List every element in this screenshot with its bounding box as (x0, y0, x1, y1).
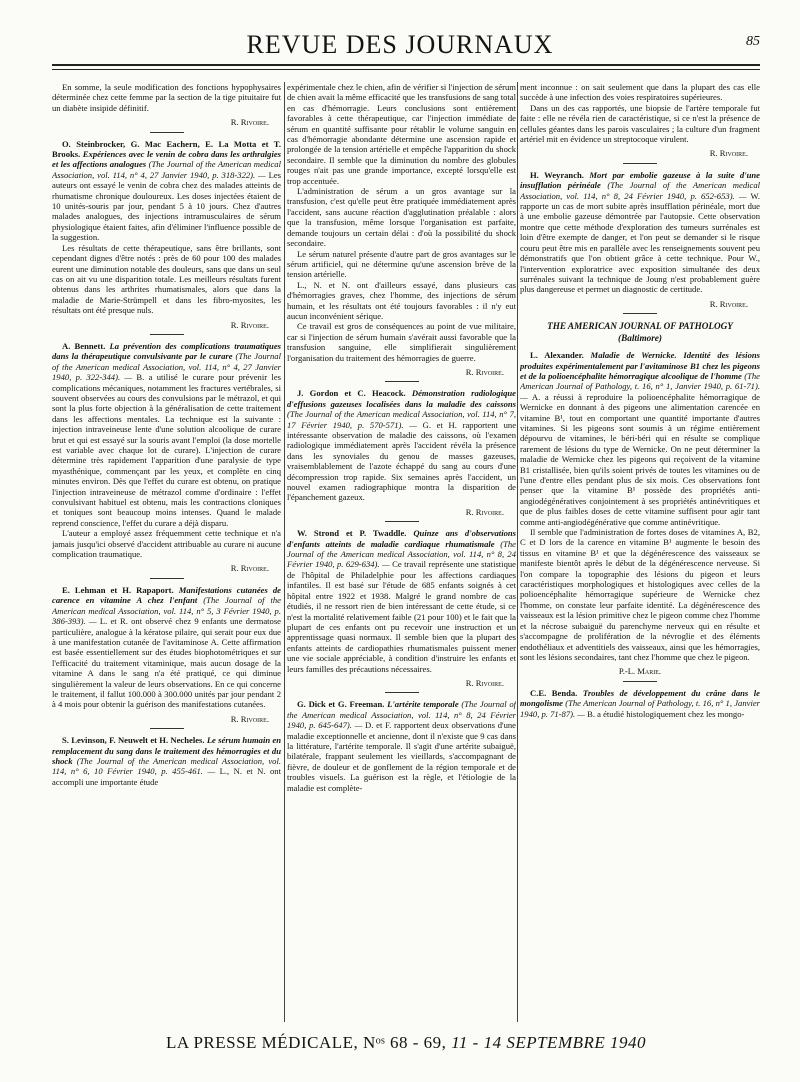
article-heading (52, 585, 281, 710)
separator-rule (385, 381, 419, 382)
author-signature: R. Rivoire. (709, 298, 748, 309)
article-reference: (The Journal of the American medical Association, vol. 114, n° 8, 24 Février 1940, p. 645-647). — (287, 699, 516, 731)
paragraph: L., N. et N. ont accompli une importante étude (52, 766, 281, 787)
paragraph: B. a utilisé le curare pour prévenir les complications mécaniques, notamment les fractures vertébrales, si souvent observées au cours des convulsions par le métrazol, et qui sont la plus forte objection à la généralisation de cette traitement dans les affections mentales. La technique est la suivante : injection intraveineuse lente d'une solution alcoolique de curare brut et qui est essayé sur la souris avant l'emploi (la dose mortelle est variable avec chaque lot de curare). L'injection de curare détermine très rapidement l'apparition d'une paralysie de type myasthénique, commençant par les yeux, et complète en cinq minutes environ. Dès que l'effet du curare est obtenu, on pratique l'injection intraveineuse de métrazol comme d'ordinaire : l'effet convulsivant habituel est obtenu, mais les contractions cloniques et toniques sont beaucoup moins intenses. Quand le malade reprend conscience, l'effet du curare a déjà disparu. (52, 372, 281, 528)
footer-date: 11 - 14 SEPTEMBRE 1940 (451, 1033, 647, 1052)
article-title: Maladie de Wernicke. Identité des lésions produites expérimentalement par l'avitaminose B1 chez les pigeons et de la polioencéphalite hémorragique alcoolique de l'homme (520, 350, 760, 381)
paragraph: ment inconnue : on sait seulement que dans la plupart des cas elle succède à une infection des voies respiratoires supérieures. (520, 82, 760, 103)
header-rule-thick (52, 64, 760, 66)
footer-publication: LA PRESSE MÉDICALE, Nᵒˢ 68 - 69, (165, 1033, 447, 1052)
separator-rule (150, 132, 184, 133)
paragraph: Ce travail est gros de conséquences au point de vue militaire, car si l'injection de sérum humain s'avérait aussi favorable que la transfusion sanguine, elle simplifierait singulièrement l'organisation du traitement des hémorragies de guerre. (287, 321, 516, 363)
author-signature: R. Rivoire. (709, 148, 748, 159)
article-authors: et T. Brooks. (52, 138, 281, 160)
article-heading (287, 699, 516, 793)
article-reference: (The Journal of the American medical Association, vol. 114, n° 4, 27 Janvier 1940, p. 318-322). — (52, 159, 281, 180)
column-left (52, 82, 281, 1024)
article-heading (287, 528, 516, 674)
article-heading (52, 139, 281, 243)
article-authors: A. Bennett. (62, 340, 106, 351)
paragraph: L'administration de sérum a un gros avantage sur la transfusion, c'est qu'elle peut être pratiquée immédiatement après l'accident, sans aucune réaction d'agglutination préalable : alors que la transfusion, même lorsque l'organisation est parfaite, demande toujours un certain délai : d'où la possibilité du shock secondaire. (287, 186, 516, 249)
article-heading (520, 350, 760, 527)
article-reference: (The American Journal of Pathology, t. 16, n° 1, Janvier 1940, p. 61-71). — (520, 370, 760, 402)
separator-rule (385, 521, 419, 522)
article-reference: (The Journal of the American medical Association, vol. 114, n° 5, 3 Février 1940, p. 386-393). — (52, 595, 281, 627)
paragraph: Dans un des cas rapportés, une biopsie de l'artère temporale fut faite : elle ne révéla rien de caractéristique, si ce n'est la présence de cellules géantes dans les parois vasculaires ; la culture d'un fragment artériel mit en évidence un streptocoque virulent. (520, 102, 760, 145)
separator-rule (385, 692, 419, 693)
article-title: Mort par embolie gazeuse à la suite d'une insufflation périnéale (520, 169, 760, 191)
article-reference: (The Journal of the American medical Association, vol. 114, n° 7, 17 Février 1940, p. 570-571). — (287, 409, 516, 430)
paragraph: L. et R. ont observé chez 9 enfants une dermatose particulière, analogue à la kératose pilaire, qui serait pour eux due à une manifestation cutanée de l'avitaminose A. Cette affirmation est basée essentiellement sur des études biophotométriques et sur l'efficacité du traitement vitaminique, mais aucun dosage de la vitamine A dans le sang n'a été pratiqué, ce qui diminue singulièrement la valeur de leurs observations. En ce qui concerne le traitement, il fallut 100.000 à 300.000 unités par jour pendant 2 à 4 mois pour obtenir la guérison des manifestations cutanées. (52, 616, 281, 710)
article-heading (520, 170, 760, 295)
page-number: 85 (746, 34, 760, 49)
paragraph: En somme, la seule modification des fonctions hypophysaires déterminée chez cette femme par la section de la tige pituitaire fut un diabète insipide définitif. (52, 82, 281, 113)
separator-rule (623, 681, 657, 682)
author-signature: R. Rivoire. (230, 117, 269, 128)
separator-rule (623, 313, 657, 314)
paragraph: L'auteur a employé assez fréquemment cette technique et n'a jamais jusqu'ici observé d'accident attribuable au curare ni aucune complication traumatique. (52, 528, 281, 560)
article-authors: J. Gordon et C. Heacock. (297, 388, 406, 399)
article-heading (287, 388, 516, 502)
article-title: Troubles de développement du crâne dans le mongolisme (520, 687, 760, 709)
paragraph: Les résultats de cette thérapeutique, sans être brillants, sont cependant dignes d'être notés : près de 60 pour 100 des malades eurent une diminution notable des douleurs, sans que dans un seul cas on ait vu une disparition totale. Les meilleurs résultats furent obtenus dans les arthrites rhumatismales, alors que dans la maladie de Marie-Strümpell et dans les fibro-myosites, les résultats ont été presque nuls. (52, 242, 281, 316)
column-right (520, 82, 760, 1024)
author-signature: R. Rivoire. (230, 563, 269, 574)
paragraph: B. a étudié histologiquement chez les mongo- (587, 708, 745, 719)
paragraph: L., N. et N. ont d'ailleurs essayé, dans plusieurs cas d'hémorragies graves, chez l'homme, des injections de sérum humain, et les résultats ont été toujours favorables : il n'y eut aucun inconvénient sérique. (287, 279, 516, 321)
article-title: Manifestations cutanées de carence en vitamine A chez l'enfant (52, 584, 281, 606)
author-signature: R. Rivoire. (230, 319, 269, 330)
column-middle (287, 82, 516, 1024)
article-reference: (The American Journal of Pathology, t. 16, n° 1, Janvier 1940, p. 71-87). — (520, 698, 760, 719)
article-title: Quinze ans d'observations d'enfants atteints de maladie cardiaque rhumatismale (287, 528, 516, 549)
page-header-title: REVUE DES JOURNAUX (246, 30, 554, 59)
article-title: L'artérite temporale (387, 699, 459, 710)
separator-rule (623, 163, 657, 164)
paragraph: D. et F. rapportent deux observations d'une maladie exceptionnelle et ancienne, dont il n'existe que 9 cas dans la littérature, l'artérite temporale. Il s'agit d'une artérite subaiguë, bilatérale, frappant seulement les vieillards, s'accompagnant de fièvre, de douleur et de gonflement de la région temporale et de troubles visuels. La guérison est la règle, et l'étiologie de la maladie est complète- (287, 720, 516, 793)
paragraph: W. rapporte un cas de mort subite après insufflation périnéale, mort due à une embolie gazeuse démontrée par l'autopsie. Cette observation montre que cette méthode d'exploration des tumeurs surrénales est loin d'être exempte de danger, et l'on peut se demander si le risque couru peut être mis en parallèle avec les renseignements souvent peu démonstratifs que l'on obtient grâce à cette technique. Pour W., l'intervention exploratrice avec exposition simultanée des deux surrénales suivant la technique de Joung n'est probablement guère plus dangereuse et permet un diagnostic de certitude. (520, 190, 760, 295)
article-authors: G. Dick et G. Freeman. (297, 699, 385, 710)
author-signature: R. Rivoire. (465, 506, 504, 517)
paragraph: G. et H. rapportent une intéressante observation de maladie des caissons, où l'examen radiologique immédiatement après l'accident révéla la présence dans les synoviales du genou de masses gazeuses, vraisemblablement de l'azote échappé du sang au cours d'une décompression trop rapide. Six semaines après l'accident, un nouvel examen radiographique montra la disparition de l'épanchement gazeux. (287, 419, 516, 503)
paragraph: Il semble que l'administration de fortes doses de vitamines A, B2, C et D lors de la carence en vitamine B¹ augmente le besoin des tissus en vitamine B¹ et que la dégénérescence des vaisseaux se manifeste bientôt après le début de la dégénérescence nerveuse. Si l'on compare la topographie des lésions du pigeon et leurs caractéristiques morphologiques et histologiques avec celles de la polioencéphalite hémorragique supérieure de Wernicke chez l'homme, on constate leur parfaite identité. La dégénérescence des vaisseaux est la lésion primitive chez le pigeon comme chez l'homme et la nécrose subaiguë du parenchyme nerveux qui en résulte et s'accompagne de prolifération de la névroglie et des éléments endothéliaux et adventitiels des vaisseaux, ainsi que les hémorragies, sont les lésions secondaires, tant chez l'homme que chez le pigeon. (520, 527, 760, 662)
article-reference: (The Journal of the American medical Association, vol. 114, n° 8, 24 Février 1940, p. 652-653). — (520, 180, 760, 201)
author-signature: R. Rivoire. (465, 677, 504, 688)
article-authors: H. Weyranch. (530, 169, 584, 180)
article-title: Le sérum humain en remplacement du sang dans le traitement des hémorragies et du shock (52, 735, 281, 766)
article-authors: E. Lehman et H. Rapaport. (62, 584, 174, 595)
article-authors: S. Levinson, F. Neuwelt et H. Necheles. (62, 735, 205, 746)
article-title: Expériences avec le venin de cobra dans les arthralgies et les affections analogues (52, 149, 281, 170)
author-signature: P.-L. Marie. (618, 666, 662, 677)
article-reference: (The Journal of the American medical Association, vol. 114, n° 6, 10 Février 1940, p. 455-461. — (52, 755, 281, 777)
article-authors: O. Steinbrocker, G. Mac Eachern, E. La Motta (62, 138, 257, 149)
article-authors: C.E. Benda. (530, 687, 578, 698)
article-authors: L. Alexander. (530, 350, 584, 361)
article-authors: W. Strond et P. Twaddle. (297, 528, 407, 539)
journal-section-title: THE AMERICAN JOURNAL OF PATHOLOGY (547, 321, 733, 332)
article-title: Démonstration radiologique d'effusions gazeuses localisées dans la maladie des caissons (287, 388, 516, 409)
paragraph: Les auteurs ont essayé le venin de cobra chez des malades atteints de rhumatisme chronique douloureux. Les doses injectées étaient de 10 unités-souris par jour, pendant 5 à 10 jours. Chez d'autres malades analogues, des injections intramusculaires de sérum physiologique étaient faites, afin d'éliminer l'influence possible de la suggestion. (52, 169, 281, 243)
article-heading (52, 341, 281, 528)
separator-rule (150, 334, 184, 335)
article-title: La prévention des complications traumatiques dans la thérapeutique convulsivante par le curare (52, 340, 281, 362)
journal-section-place: (Baltimore) (618, 333, 662, 344)
paragraph: Ce travail représente une statistique de l'hôpital de Philadelphie pour les affections cardiaques infantiles. Il est basé sur l'étude de 685 enfants soignés à cet hôpital entre 1922 et 1938. Malgré le grand nombre de cas étudiés, il ne ressort rien de bien intéressant de cette étude, si ce n'est la mortalité relativement faible (21 pour 100) et le fait que la plupart de ces enfants ont pu recevoir une instruction et un apprentissage quasi normaux. Il semble bien que la plupart des enfants atteints de cardiopathies rhumatismales puissent mener une vie sociale appréciable, à condition d'instruire les enfants et leurs familles des précautions nécessaires. (287, 559, 516, 674)
author-signature: R. Rivoire. (465, 366, 504, 377)
author-signature: R. Rivoire. (230, 713, 269, 724)
separator-rule (150, 728, 184, 729)
article-reference: (The Journal of the American medical Association, vol. 114, n° 8, 24 Février 1940, p. 629-634). — (287, 538, 516, 570)
page-footer (52, 1032, 760, 1054)
article-heading (52, 735, 281, 787)
column-divider (284, 82, 285, 1022)
paragraph: expérimentale chez le chien, afin de vérifier si l'injection de sérum de chien avait la même efficacité que les transfusions de sang total en cas d'hémorragie. Leurs conclusions sont entièrement favorables à cette thérapeutique, car l'injection immédiate de sérum en quantité suffisante pour rétablir le volume sanguin en cas d'hémorragie abondante détermine une ascension rapide et prolongée de la tension artérielle et empêche l'apparition du shock secondaire. Il semble que la diminution du nombre des globules rouges n'ait pas une grande importance, excepté lorsqu'elle est trop accentuée. (287, 82, 516, 186)
paragraph: A. a réussi à reproduire la polioencéphalite hémorragique de Wernicke en donnant à des pigeons une alimentation carencée en vitamine B¹, tout en comportant une quantité importante d'autres vitamines. Si les pigeons sont soumis à un régime entièrement dépourvu de vitamines, le béri-béri qui en résulte se complique rarement de lésions du type de Wernicke. On ne peut déterminer la maladie de Wernicke chez les pigeons qui reçoivent de la vitamine B1 cristallisée, bien qu'ils soient privés de toutes les vitamines ou de l'une d'entre elles pendant plus de six mois. Ces observations font penser que la vitamine B¹ possède des propriétés anti-angiodégénératives conjointement à ses propriétés antinévritiques et que de plus faibles doses de cette vitamine suffisent pour agir tant comme anti-angiodégénérative que comme antinévritique. (520, 391, 760, 527)
column-divider (517, 82, 518, 1022)
article-heading (520, 688, 760, 719)
header-rule-thin (52, 69, 760, 70)
separator-rule (150, 578, 184, 579)
article-reference: (The Journal of the American medical Association, vol. 114, n° 4, 27 Janvier 1940, p. 322-344). — (52, 351, 281, 383)
paragraph: Le sérum naturel présente d'autre part de gros avantages sur le sérum artificiel, qui ne détermine qu'une ascension brève de la tension artérielle. (287, 248, 516, 280)
